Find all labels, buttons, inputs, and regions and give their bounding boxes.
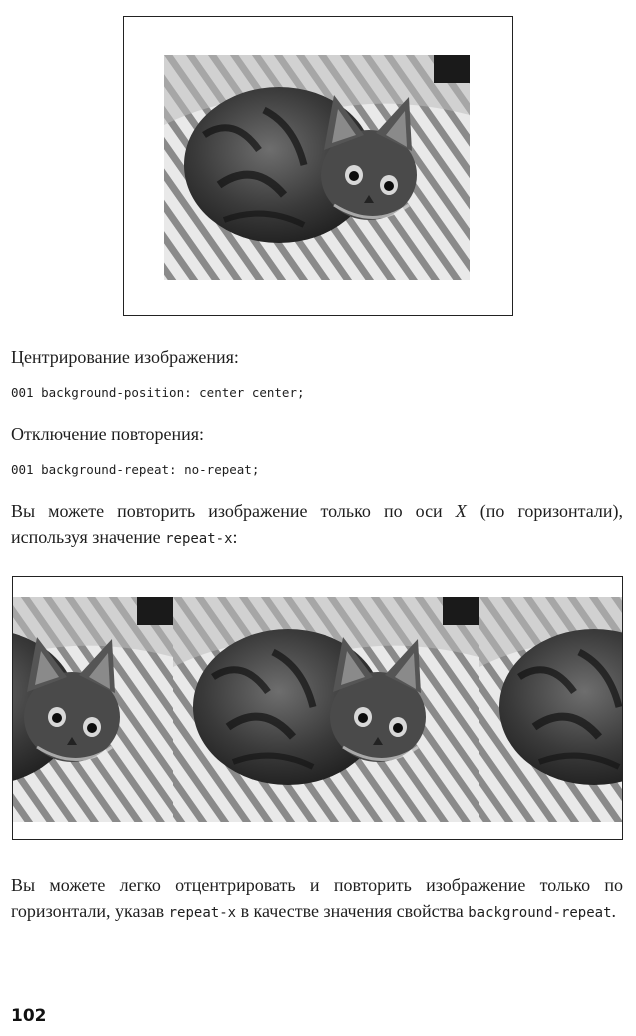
final-text-after: . (611, 901, 617, 921)
paragraph-norepeat: Отключение повторения: (11, 424, 204, 444)
image-frame-centered (123, 16, 513, 316)
paragraph-center: Центрирование изображения: (11, 347, 239, 367)
kitten-image-centered (164, 55, 470, 280)
image-frame-repeat-x (12, 576, 623, 840)
code-norepeat: 001 background-repeat: no-repeat; (11, 462, 260, 477)
repeatx-code: repeat-x (165, 531, 233, 547)
paragraph-repeatx (11, 498, 623, 552)
page-number: 102 (11, 1006, 47, 1026)
repeatx-text-after: : (232, 527, 238, 547)
final-code-background-repeat: background-repeat (468, 905, 612, 921)
final-text-middle: в качестве значения свойства (236, 901, 469, 921)
code-center: 001 background-position: center center; (11, 385, 305, 400)
final-code-repeat-x: repeat-x (168, 905, 237, 921)
paragraph-final (11, 872, 623, 926)
kitten-repeat-strip (13, 597, 623, 822)
repeatx-text-middle: (по горизонтали), используя значение (11, 501, 623, 547)
final-text-before: Вы можете легко отцентрировать и повторить изображение только по горизонтали, указав (11, 875, 623, 921)
repeatx-text-before: Вы можете повторить изображение только по оси (11, 501, 456, 521)
axis-label: X (455, 501, 467, 521)
